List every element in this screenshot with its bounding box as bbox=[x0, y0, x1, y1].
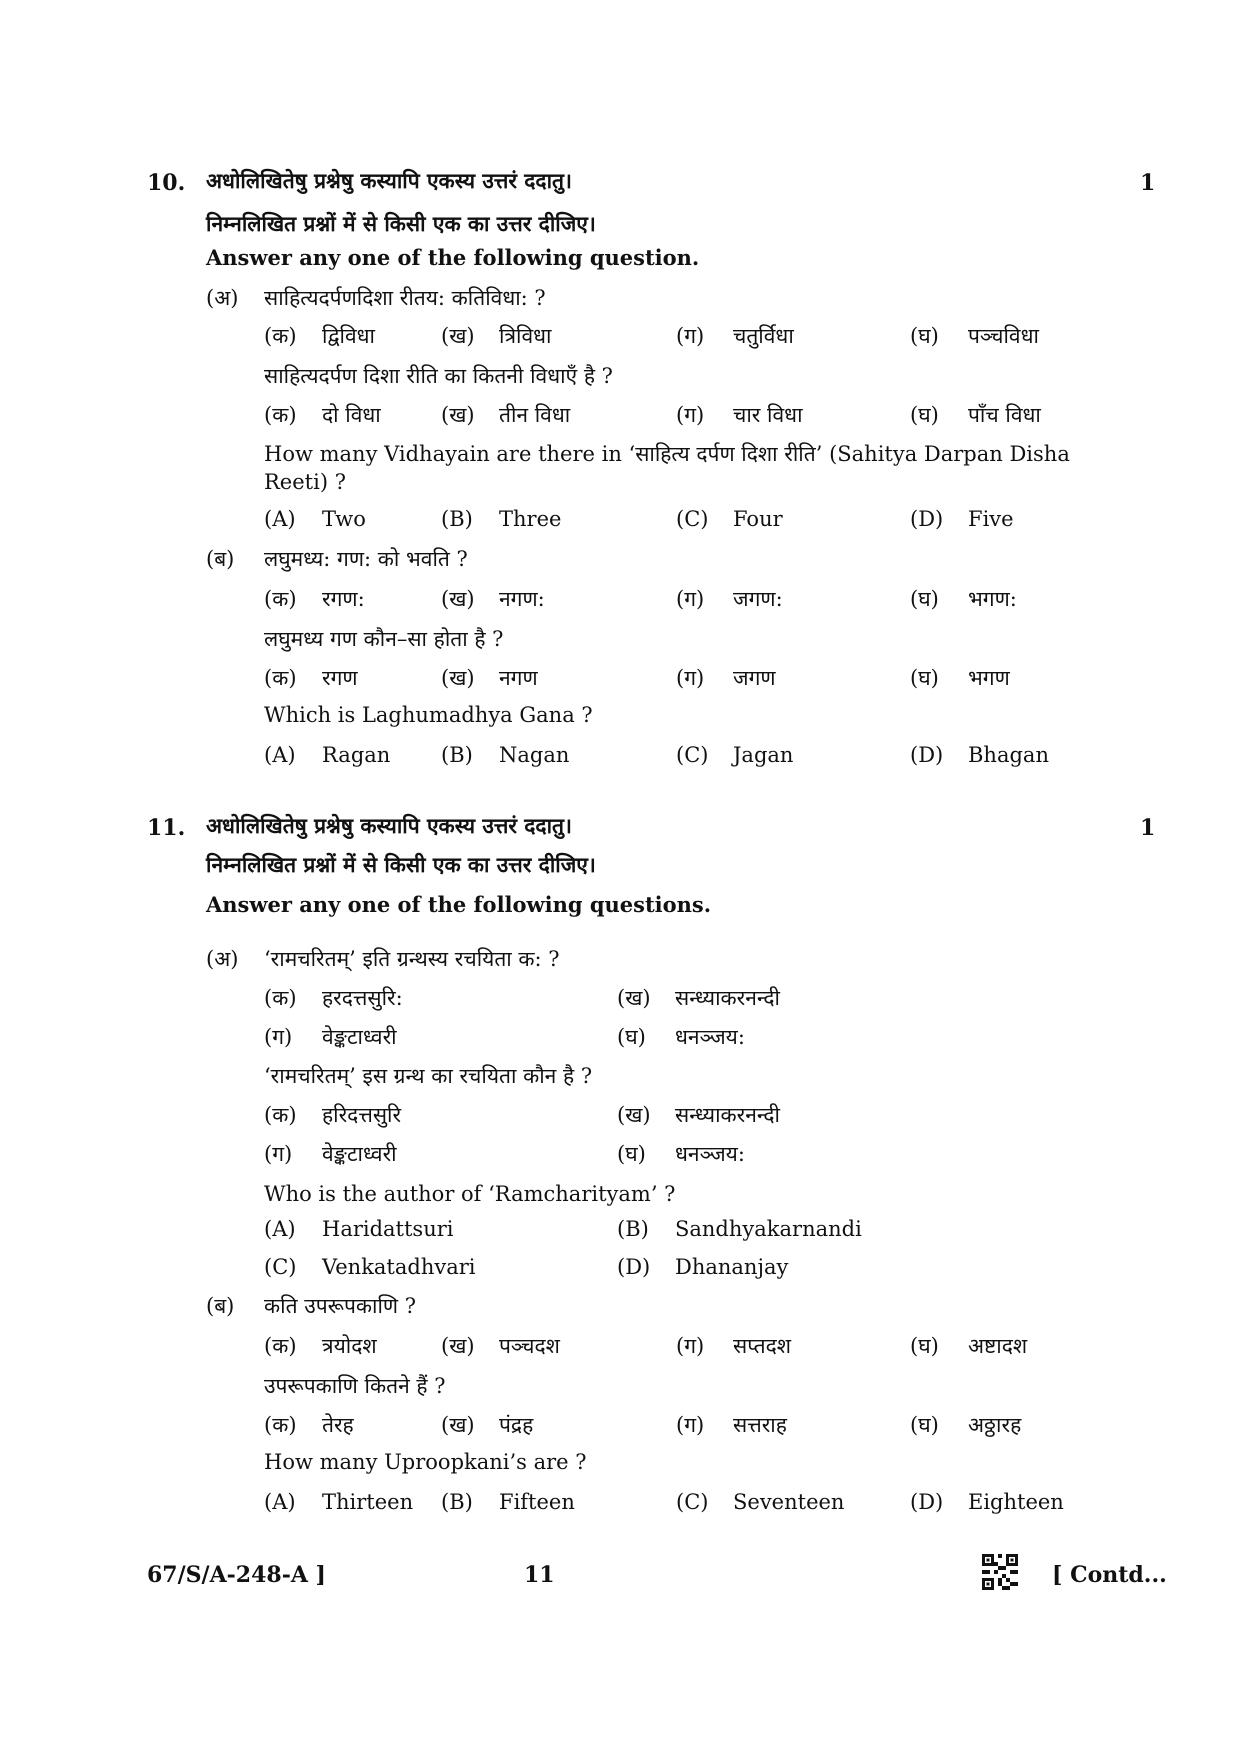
option-text: पाँच विधा bbox=[968, 403, 1041, 427]
option-text: अष्टादश bbox=[968, 1334, 1028, 1358]
q10a-question-english-line1: How many Vidhayain are there in ‘साहित्य दर्पण दिशा रीति’ (Sahitya Darpan Disha bbox=[264, 442, 1070, 466]
option-text: तीन विधा bbox=[499, 403, 571, 427]
option-label: (C) bbox=[676, 1490, 709, 1514]
option-text: जगण: bbox=[733, 587, 783, 611]
option-text: चतुर्विधा bbox=[733, 324, 794, 348]
option-text: Thirteen bbox=[322, 1490, 414, 1514]
option-text: Seventeen bbox=[733, 1490, 845, 1514]
option-text: Three bbox=[499, 507, 562, 531]
page-number: 11 bbox=[524, 1562, 555, 1588]
q11a-question-hindi: ‘रामचरितम्’ इस ग्रन्थ का रचयिता कौन है ? bbox=[264, 1064, 593, 1088]
option-label: (C) bbox=[676, 507, 709, 531]
option-label: (क) bbox=[264, 324, 297, 348]
option-text: Five bbox=[968, 507, 1014, 531]
option-label: (B) bbox=[617, 1217, 649, 1241]
option-label: (ग) bbox=[676, 324, 705, 348]
option-text: हरदत्तसुरि: bbox=[322, 986, 403, 1010]
option-text: वेङ्कटाध्वरी bbox=[322, 1025, 397, 1049]
q10-instruction-sanskrit: अधोलिखितेषु प्रश्नेषु कस्यापि एकस्य उत्तरं ददातु। bbox=[206, 168, 572, 193]
option-text: पंद्रह bbox=[499, 1413, 534, 1437]
question-11-marks: 1 bbox=[1140, 815, 1156, 841]
q10-instruction-hindi: निम्नलिखित प्रश्नों में से किसी एक का उत्तर दीजिए। bbox=[206, 211, 596, 236]
option-text: सप्तदश bbox=[733, 1334, 792, 1358]
q10-instruction-english: Answer any one of the following question. bbox=[206, 245, 700, 270]
option-text: पञ्चविधा bbox=[968, 324, 1039, 348]
q11a-label: (अ) bbox=[206, 947, 239, 971]
option-label: (ग) bbox=[676, 403, 705, 427]
option-label: (ग) bbox=[676, 1413, 705, 1437]
option-text: द्विविधा bbox=[322, 324, 375, 348]
option-label: (क) bbox=[264, 1103, 297, 1127]
option-label: (ख) bbox=[441, 403, 475, 427]
option-label: (ख) bbox=[441, 1413, 475, 1437]
option-label: (D) bbox=[910, 1490, 944, 1514]
option-label: (B) bbox=[441, 1490, 473, 1514]
option-text: रगण: bbox=[322, 587, 365, 611]
option-text: दो विधा bbox=[322, 403, 381, 427]
option-label: (घ) bbox=[910, 587, 939, 611]
option-label: (C) bbox=[264, 1255, 297, 1279]
continued-marker: [ Contd... bbox=[1052, 1562, 1167, 1588]
option-text: Eighteen bbox=[968, 1490, 1064, 1514]
q10a-question-sanskrit: साहित्यदर्पणदिशा रीतय: कतिविधा: ? bbox=[264, 286, 546, 310]
option-label: (A) bbox=[264, 1217, 296, 1241]
option-label: (ख) bbox=[441, 666, 475, 690]
option-text: Nagan bbox=[499, 743, 570, 767]
option-text: Ragan bbox=[322, 743, 391, 767]
option-text: जगण bbox=[733, 666, 776, 690]
paper-code: 67/S/A-248-A ] bbox=[147, 1562, 326, 1588]
q11b-question-english: How many Uproopkani’s are ? bbox=[264, 1450, 587, 1474]
option-text: वेङ्कटाध्वरी bbox=[322, 1142, 397, 1166]
option-label: (क) bbox=[264, 1413, 297, 1437]
option-text: त्रिविधा bbox=[499, 324, 552, 348]
option-text: चार विधा bbox=[733, 403, 803, 427]
option-text: पञ्चदश bbox=[499, 1334, 560, 1358]
option-text: Venkatadhvari bbox=[322, 1255, 476, 1279]
question-10-number: 10. bbox=[147, 170, 186, 196]
q11-instruction-sanskrit: अधोलिखितेषु प्रश्नेषु कस्यापि एकस्य उत्तरं ददातु। bbox=[206, 813, 572, 838]
q11a-question-english: Who is the author of ‘Ramcharityam’ ? bbox=[264, 1182, 676, 1206]
option-label: (क) bbox=[264, 1334, 297, 1358]
q10b-question-sanskrit: लघुमध्य: गण: को भवति ? bbox=[264, 547, 468, 571]
option-text: अठ्ठारह bbox=[968, 1413, 1022, 1437]
option-text: Two bbox=[322, 507, 366, 531]
q11b-label: (ब) bbox=[206, 1294, 235, 1318]
option-text: धनञ्जय: bbox=[675, 1025, 745, 1049]
qr-code-icon bbox=[982, 1554, 1018, 1590]
option-text: हरिदत्तसुरि bbox=[322, 1103, 402, 1127]
option-label: (ग) bbox=[264, 1025, 293, 1049]
question-10-marks: 1 bbox=[1140, 170, 1156, 196]
option-label: (ख) bbox=[441, 1334, 475, 1358]
option-label: (A) bbox=[264, 507, 296, 531]
q10b-question-hindi: लघुमध्य गण कौन–सा होता है ? bbox=[264, 627, 504, 651]
option-label: (घ) bbox=[910, 1413, 939, 1437]
option-text: नगण: bbox=[499, 587, 545, 611]
question-11-number: 11. bbox=[147, 815, 186, 841]
option-label: (C) bbox=[676, 743, 709, 767]
option-label: (B) bbox=[441, 743, 473, 767]
option-label: (B) bbox=[441, 507, 473, 531]
option-label: (ख) bbox=[441, 324, 475, 348]
option-label: (घ) bbox=[617, 1142, 646, 1166]
option-label: (क) bbox=[264, 587, 297, 611]
q11b-question-hindi: उपरूपकाणि कितने हैं ? bbox=[264, 1374, 446, 1398]
option-text: भगण: bbox=[968, 587, 1017, 611]
q11b-question-sanskrit: कति उपरूपकाणि ? bbox=[264, 1294, 417, 1318]
q10a-question-hindi: साहित्यदर्पण दिशा रीति का कितनी विधाएँ है ? bbox=[264, 364, 613, 388]
option-label: (घ) bbox=[910, 403, 939, 427]
option-label: (ग) bbox=[676, 587, 705, 611]
option-text: भगण bbox=[968, 666, 1010, 690]
option-text: तेरह bbox=[322, 1413, 354, 1437]
option-text: Jagan bbox=[733, 743, 794, 767]
option-text: Fifteen bbox=[499, 1490, 575, 1514]
option-label: (क) bbox=[264, 986, 297, 1010]
q10b-question-english: Which is Laghumadhya Gana ? bbox=[264, 703, 593, 727]
option-text: Sandhyakarnandi bbox=[675, 1217, 862, 1241]
option-label: (ग) bbox=[676, 1334, 705, 1358]
option-label: (क) bbox=[264, 666, 297, 690]
q11-instruction-english: Answer any one of the following questions. bbox=[206, 892, 712, 917]
option-label: (घ) bbox=[910, 1334, 939, 1358]
q10b-label: (ब) bbox=[206, 547, 235, 571]
option-text: सन्ध्याकरनन्दी bbox=[675, 1103, 780, 1127]
option-text: Haridattsuri bbox=[322, 1217, 454, 1241]
option-text: नगण bbox=[499, 666, 538, 690]
option-label: (A) bbox=[264, 1490, 296, 1514]
option-label: (क) bbox=[264, 403, 297, 427]
q10a-label: (अ) bbox=[206, 286, 239, 310]
option-label: (घ) bbox=[910, 324, 939, 348]
q11-instruction-hindi: निम्नलिखित प्रश्नों में से किसी एक का उत्तर दीजिए। bbox=[206, 852, 596, 877]
option-text: धनञ्जय: bbox=[675, 1142, 745, 1166]
option-text: त्रयोदश bbox=[322, 1334, 377, 1358]
option-label: (ग) bbox=[264, 1142, 293, 1166]
q10a-question-english-line2: Reeti) ? bbox=[264, 470, 346, 494]
option-label: (D) bbox=[617, 1255, 651, 1279]
option-label: (घ) bbox=[910, 666, 939, 690]
option-text: सन्ध्याकरनन्दी bbox=[675, 986, 780, 1010]
q11a-question-sanskrit: ‘रामचरितम्’ इति ग्रन्थस्य रचयिता क: ? bbox=[264, 947, 560, 971]
option-text: Dhananjay bbox=[675, 1255, 789, 1279]
option-text: Four bbox=[733, 507, 783, 531]
option-label: (D) bbox=[910, 743, 944, 767]
option-label: (ग) bbox=[676, 666, 705, 690]
option-label: (A) bbox=[264, 743, 296, 767]
option-text: सत्तराह bbox=[733, 1413, 787, 1437]
option-text: Bhagan bbox=[968, 743, 1049, 767]
option-label: (ख) bbox=[617, 1103, 651, 1127]
option-label: (D) bbox=[910, 507, 944, 531]
option-label: (ख) bbox=[441, 587, 475, 611]
option-label: (ख) bbox=[617, 986, 651, 1010]
option-text: रगण bbox=[322, 666, 358, 690]
option-label: (घ) bbox=[617, 1025, 646, 1049]
